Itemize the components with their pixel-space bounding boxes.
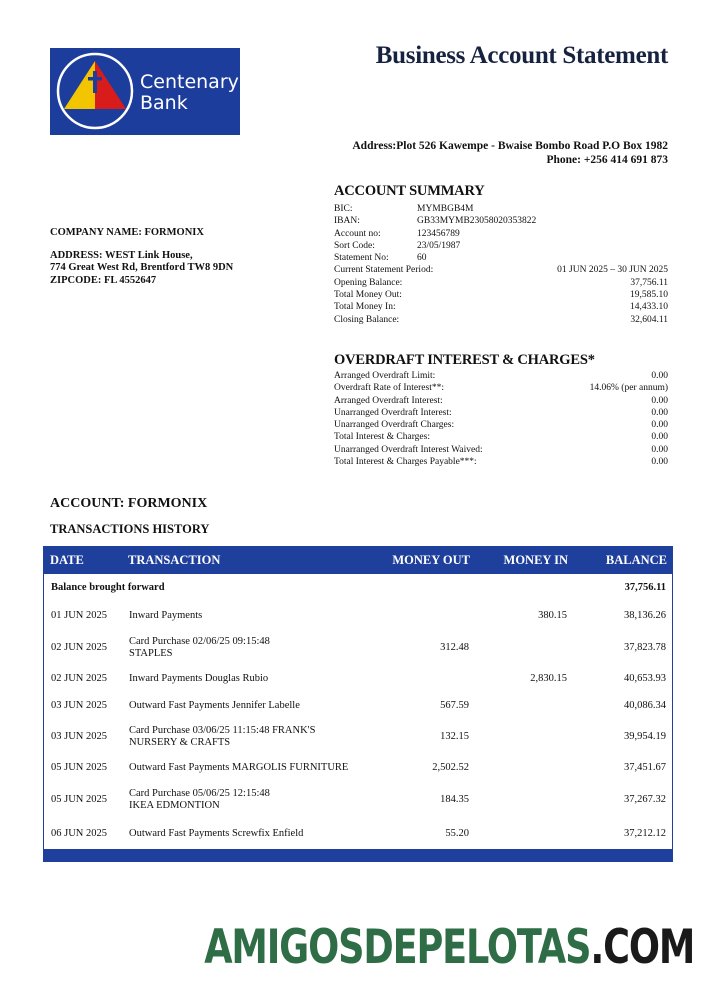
- summary-label: Closing Balance:: [334, 314, 400, 325]
- header-date: DATE: [50, 553, 84, 567]
- row-money-out: 567.59: [440, 700, 469, 711]
- brought-forward-label: Balance brought forward: [51, 581, 165, 593]
- overdraft-value: 0.00: [651, 395, 668, 406]
- summary-value: 37,756.11: [630, 277, 668, 288]
- header-money-in: MONEY IN: [503, 553, 568, 567]
- company-address-line2: 774 Great West Rd, Brentford TW8 9DN: [50, 262, 234, 273]
- row-balance: 40,653.93: [624, 673, 666, 684]
- overdraft-value: 0.00: [651, 432, 668, 443]
- company-name: COMPANY NAME: FORMONIX: [50, 227, 204, 238]
- row-description-line2: STAPLES: [129, 648, 173, 659]
- row-description: [129, 636, 369, 660]
- row-description: [129, 788, 369, 812]
- overdraft-row: [334, 431, 668, 443]
- row-balance: 40,086.34: [624, 700, 666, 711]
- account-title: ACCOUNT: FORMONIX: [50, 496, 208, 511]
- overdraft-row: [334, 444, 668, 456]
- row-money-out: 184.35: [440, 794, 469, 805]
- company-zipcode: ZIPCODE: FL 4552647: [50, 274, 157, 286]
- overdraft-label: Unarranged Overdraft Interest:: [334, 407, 452, 418]
- row-balance: 37,451.67: [624, 762, 666, 773]
- row-description-line1: Inward Payments Douglas Rubio: [129, 673, 269, 684]
- table-row: [43, 719, 673, 755]
- overdraft-label: Arranged Overdraft Limit:: [334, 371, 436, 381]
- row-balance: 37,267.32: [624, 794, 666, 805]
- overdraft-details: [334, 370, 668, 468]
- table-row: [43, 631, 673, 665]
- row-description-line1: Card Purchase 03/06/25 11:15:48 FRANK'S: [129, 725, 316, 736]
- account-summary-heading: ACCOUNT SUMMARY: [334, 183, 485, 199]
- row-description: [129, 673, 369, 685]
- summary-row-closing: [334, 314, 668, 326]
- summary-label: Opening Balance:: [334, 277, 403, 288]
- row-money-out: 2,502.52: [432, 762, 469, 773]
- row-date: 06 JUN 2025: [51, 828, 108, 839]
- row-money-in: 2,830.15: [530, 673, 567, 684]
- summary-label: Sort Code:: [334, 240, 375, 251]
- overdraft-value: 0.00: [651, 407, 668, 418]
- summary-label: Current Statement Period:: [334, 265, 434, 276]
- row-description-line1: Outward Fast Payments MARGOLIS FURNITURE: [129, 762, 349, 773]
- bank-phone-line: Phone: +256 414 691 873: [546, 154, 668, 166]
- bank-address-line: Address:Plot 526 Kawempe - Bwaise Bombo Road P.O Box 1982: [352, 140, 668, 152]
- company-details: [50, 227, 233, 287]
- summary-label: Total Money In:: [334, 302, 396, 313]
- table-row: [43, 693, 673, 719]
- table-row: [43, 755, 673, 781]
- transactions-table: [43, 546, 673, 862]
- row-description-line1: Card Purchase 02/06/25 09:15:48: [129, 636, 270, 647]
- table-footer-bar: [43, 849, 673, 862]
- watermark-domain: .COM: [590, 920, 694, 975]
- row-date: 05 JUN 2025: [51, 794, 108, 805]
- table-row: [43, 601, 673, 631]
- summary-label: Total Money Out:: [334, 290, 402, 301]
- row-money-in: 380.15: [538, 610, 567, 621]
- summary-value: 123456789: [417, 228, 460, 239]
- bank-logo: [50, 48, 240, 135]
- header-balance: BALANCE: [605, 553, 667, 567]
- bank-address: [352, 139, 668, 167]
- overdraft-label: Overdraft Rate of Interest**:: [334, 383, 444, 394]
- row-money-out: 132.15: [440, 731, 469, 742]
- header-transaction: TRANSACTION: [128, 553, 221, 567]
- row-balance: 37,823.78: [624, 642, 666, 653]
- overdraft-value: 14.06% (per annum): [589, 383, 668, 394]
- row-description-line2: IKEA EDMONTION: [129, 800, 220, 811]
- summary-label: BIC:: [334, 204, 353, 214]
- row-description-line1: Inward Payments: [129, 610, 203, 621]
- overdraft-row: [334, 407, 668, 419]
- overdraft-label: Total Interest & Charges Payable***:: [334, 457, 477, 468]
- summary-label: Account no:: [334, 228, 381, 239]
- overdraft-row: [334, 395, 668, 407]
- summary-value: 23/05/1987: [417, 240, 461, 251]
- row-description: [129, 610, 369, 622]
- summary-label: Statement No:: [334, 253, 389, 264]
- row-balance: 38,136.26: [624, 610, 666, 621]
- summary-row-out: [334, 289, 668, 301]
- row-description: [129, 762, 389, 774]
- overdraft-row: [334, 456, 668, 468]
- bank-emblem-icon: [55, 51, 135, 131]
- account-summary: [334, 203, 668, 326]
- overdraft-value: 0.00: [651, 371, 668, 381]
- brought-forward-balance: 37,756.11: [624, 581, 666, 593]
- summary-row-sort: [334, 240, 668, 252]
- row-date: 03 JUN 2025: [51, 731, 108, 742]
- bank-name-line2: Bank: [140, 92, 188, 114]
- summary-row-statement: [334, 252, 668, 264]
- bank-name-line1: Centenary: [140, 71, 239, 93]
- overdraft-label: Total Interest & Charges:: [334, 432, 430, 443]
- table-header: [43, 546, 673, 574]
- row-date: 01 JUN 2025: [51, 610, 108, 621]
- watermark: [204, 920, 694, 975]
- document-title: Business Account Statement: [375, 42, 668, 69]
- bank-name: [140, 72, 239, 114]
- row-date: 02 JUN 2025: [51, 642, 108, 653]
- overdraft-row: [334, 370, 668, 382]
- table-row: [43, 781, 673, 819]
- overdraft-value: 0.00: [651, 444, 668, 455]
- table-row: [43, 819, 673, 849]
- overdraft-value: 0.00: [651, 457, 668, 468]
- row-description-line2: NURSERY & CRAFTS: [129, 737, 231, 748]
- table-row: [43, 665, 673, 693]
- row-date: 02 JUN 2025: [51, 673, 108, 684]
- overdraft-row: [334, 419, 668, 431]
- row-description-line1: Outward Fast Payments Screwfix Enfield: [129, 828, 304, 839]
- company-address-line1: ADDRESS: WEST Link House,: [50, 249, 193, 261]
- overdraft-heading: OVERDRAFT INTEREST & CHARGES*: [334, 352, 595, 368]
- row-description: [129, 828, 369, 840]
- summary-row-iban: [334, 215, 668, 227]
- row-description: [129, 700, 369, 712]
- transactions-history-title: TRANSACTIONS HISTORY: [50, 522, 210, 536]
- row-description-line1: Outward Fast Payments Jennifer Labelle: [129, 700, 300, 711]
- row-date: 05 JUN 2025: [51, 762, 108, 773]
- summary-value: 60: [417, 253, 427, 264]
- watermark-main: AMIGOSDEPELOTAS: [204, 920, 591, 975]
- row-money-out: 312.48: [440, 642, 469, 653]
- overdraft-label: Arranged Overdraft Interest:: [334, 395, 443, 406]
- summary-value: 01 JUN 2025 – 30 JUN 2025: [557, 265, 668, 276]
- summary-row-bic: [334, 203, 668, 215]
- overdraft-label: Unarranged Overdraft Charges:: [334, 420, 455, 431]
- summary-label: IBAN:: [334, 216, 360, 227]
- row-money-out: 55.20: [445, 828, 469, 839]
- header-money-out: MONEY OUT: [392, 553, 470, 567]
- row-description: [129, 725, 369, 749]
- summary-value: GB33MYMB23058020353822: [417, 216, 537, 227]
- summary-row-opening: [334, 277, 668, 289]
- row-balance: 39,954.19: [624, 731, 666, 742]
- row-balance: 37,212.12: [624, 828, 666, 839]
- summary-value: MYMBGB4M: [417, 204, 474, 214]
- balance-brought-forward-row: [43, 574, 673, 601]
- row-date: 03 JUN 2025: [51, 700, 108, 711]
- overdraft-row: [334, 382, 668, 394]
- overdraft-value: 0.00: [651, 420, 668, 431]
- row-description-line1: Card Purchase 05/06/25 12:15:48: [129, 788, 270, 799]
- summary-value: 32,604.11: [630, 314, 668, 325]
- summary-row-account: [334, 228, 668, 240]
- summary-row-in: [334, 301, 668, 313]
- overdraft-label: Unarranged Overdraft Interest Waived:: [334, 444, 483, 455]
- summary-row-period: [334, 264, 668, 276]
- summary-value: 14,433.10: [630, 302, 668, 313]
- summary-value: 19,585.10: [630, 290, 668, 301]
